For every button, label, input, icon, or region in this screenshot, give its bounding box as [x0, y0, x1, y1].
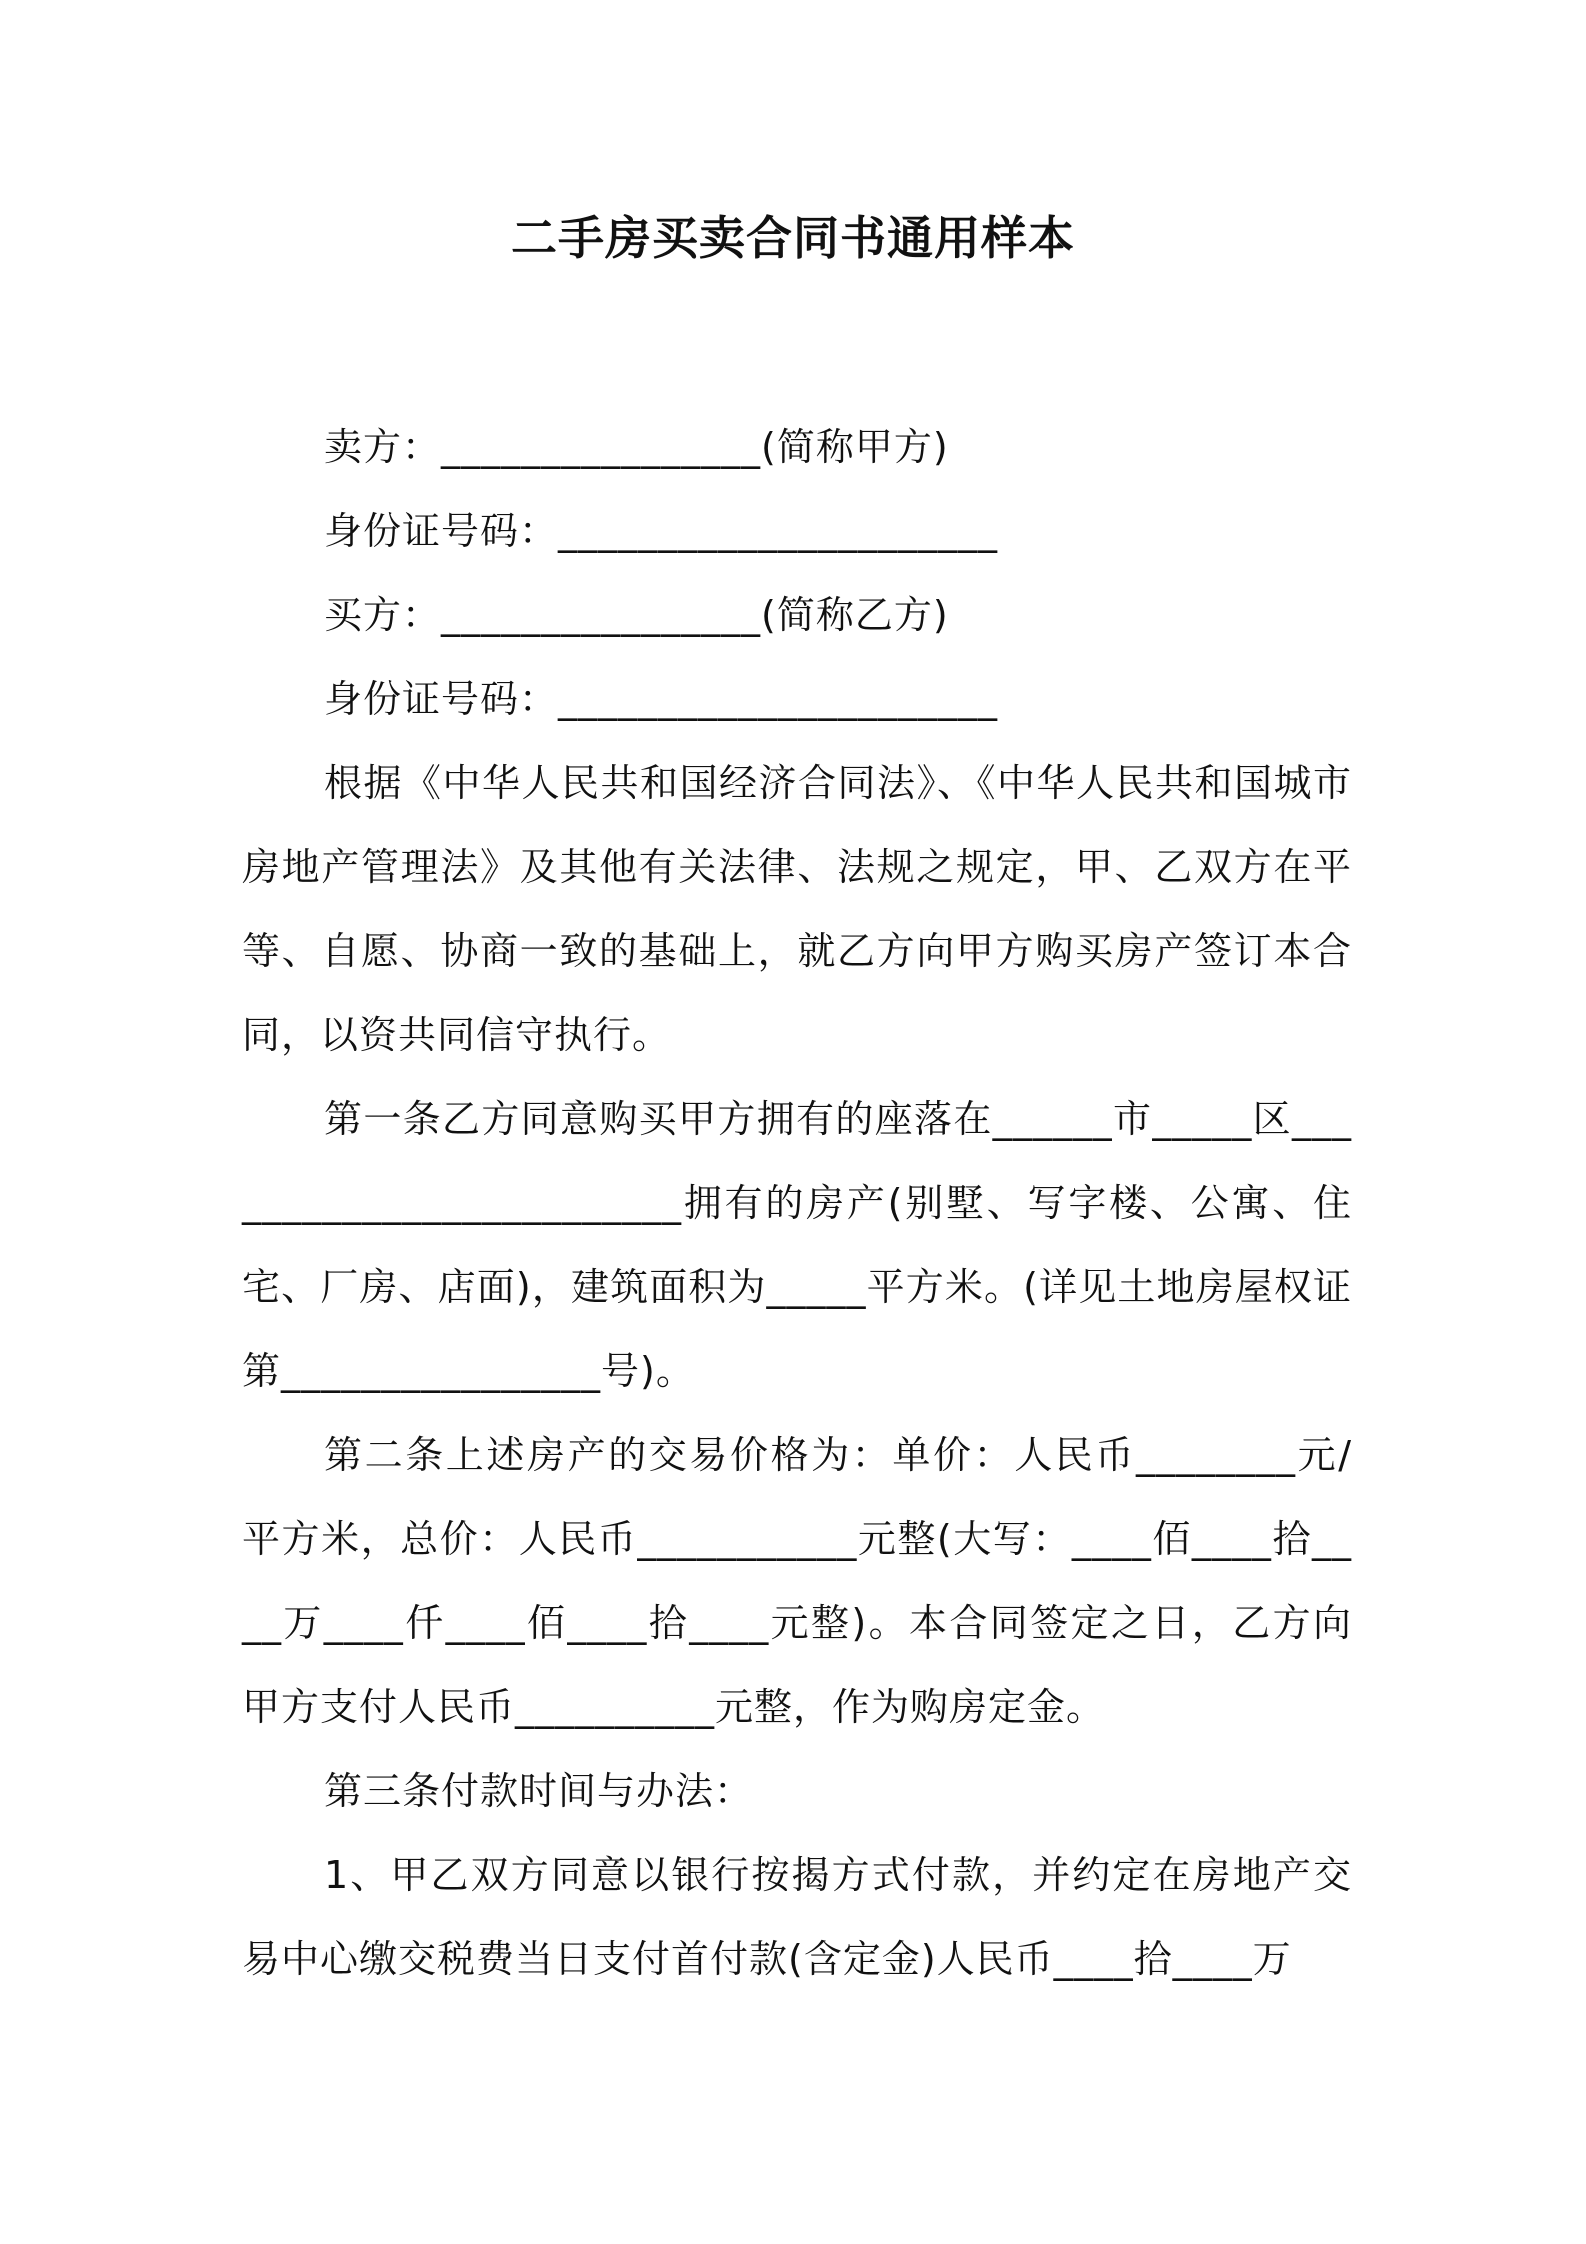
buyer-line: 买方：________________(简称乙方) — [324, 593, 949, 637]
article-3-item-1: 1、甲乙双方同意以银行按揭方式付款，并约定在房地产交易中心缴交税费当日支付首付款(含定金)人民币____拾____万 — [242, 1853, 1352, 1981]
article-1-paragraph: 第一条乙方同意购买甲方拥有的座落在______市_____区_________________________拥有的房产(别墅、写字楼、公寓、住宅、厂房、店面)，建筑面积为_____平方米。(详见土地房屋权证第________________号)。 — [242, 1097, 1352, 1393]
document-body — [242, 405, 1352, 2001]
seller-id-line: 身份证号码：______________________ — [324, 509, 999, 553]
article-3-heading: 第三条付款时间与办法： — [324, 1769, 754, 1813]
seller-line: 卖方：________________(简称甲方) — [324, 425, 949, 469]
document-title: 二手房买卖合同书通用样本 — [511, 211, 1075, 265]
buyer-id-line: 身份证号码：______________________ — [324, 677, 999, 721]
article-2-paragraph: 第二条上述房产的交易价格为：单价：人民币________元/平方米，总价：人民币___________元整(大写：____佰____拾____万____仟____佰____拾____元整)。本合同签定之日，乙方向甲方支付人民币__________元整，作为购房定金。 — [242, 1433, 1352, 1729]
preamble-paragraph: 根据《中华人民共和国经济合同法》、《中华人民共和国城市房地产管理法》及其他有关法律、法规之规定，甲、乙双方在平等、自愿、协商一致的基础上，就乙方向甲方购买房产签订本合同，以资共同信守执行。 — [242, 761, 1352, 1057]
